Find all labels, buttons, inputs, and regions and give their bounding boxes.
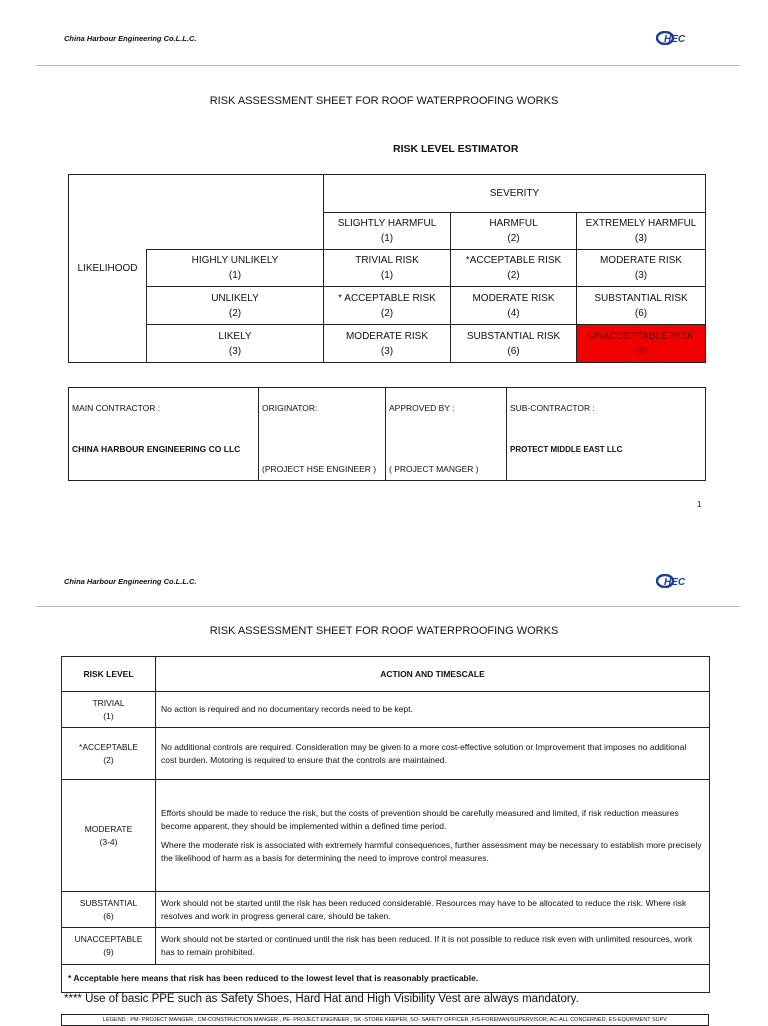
likelihood-row: LIKELY (3): [147, 325, 324, 363]
originator-role: (PROJECT HSE ENGINEER ): [262, 464, 377, 474]
parties-table: [68, 387, 706, 481]
severity-col: HARMFUL (2): [451, 213, 577, 250]
likelihood-row: UNLIKELY (2): [147, 287, 324, 325]
level-action: Work should not be started until the risk has been reduced considerable. Resources may have to be allocated to reduce the risk. Where risk resolves and work in progress general care, should be taken.: [156, 892, 710, 928]
originator-cell: [259, 388, 386, 481]
originator-label: ORIGINATOR:: [262, 403, 318, 413]
level-cell: MODERATE (3-4): [62, 780, 156, 892]
risk-cell: SUBSTANTIAL RISK (6): [451, 325, 577, 363]
approved-role: ( PROJECT MANGER ): [389, 464, 479, 474]
level-cell: *ACCEPTABLE (2): [62, 728, 156, 780]
risk-matrix: [68, 174, 706, 363]
logo-text: HEC: [664, 34, 686, 45]
approved-cell: [386, 388, 507, 481]
severity-header: SEVERITY: [324, 175, 706, 213]
level-cell: TRIVIAL (1): [62, 692, 156, 728]
moderate-text-1: Efforts should be made to reduce the risk, but the costs of prevention should be carefully measured and limited, if risk reduction measures become apparent, they should be implemented within a defined time period.: [161, 807, 679, 831]
page-number: 1: [697, 500, 702, 509]
page-title: RISK ASSESSMENT SHEET FOR ROOF WATERPROOFING WORKS: [209, 625, 559, 637]
risk-cell: *ACCEPTABLE RISK (2): [451, 250, 577, 287]
sub-contractor-value: PROTECT MIDDLE EAST LLC: [510, 445, 623, 454]
hec-logo-icon: [656, 574, 690, 588]
likelihood-label: LIKELIHOOD: [69, 250, 147, 287]
severity-col: SLIGHTLY HARMFUL (1): [324, 213, 451, 250]
risk-cell: * ACCEPTABLE RISK (2): [324, 287, 451, 325]
main-contractor-value: CHINA HARBOUR ENGINEERING CO LLC: [72, 444, 241, 454]
matrix-corner: [69, 175, 324, 250]
level-action: Work should not be started or continued until the risk has been reduced. If it is not possible to reduce risk even with unlimited resources, work has to remain prohibited.: [156, 928, 710, 965]
action-table: [61, 656, 710, 993]
risk-level-header: RISK LEVEL: [62, 657, 156, 692]
risk-cell: TRIVIAL RISK (1): [324, 250, 451, 287]
risk-cell: MODERATE RISK (3): [324, 325, 451, 363]
logo-text: HEC: [664, 577, 686, 588]
level-cell: SUBSTANTIAL (6): [62, 892, 156, 928]
legend: LEGEND : PM- PROJECT MANGER , CM-CONSTRUCTION MANGER , PE- PROJECT ENGINEER , SK -STORE KEEPER, SO- SAFETY OFFICER ,F/S-FOREMAN/SUPERVISOR, AC-ALL CONCERNED, ES-EQUIPMENT SUPV: [61, 1014, 709, 1026]
likelihood-spacer: [69, 287, 147, 325]
approved-label: APPROVED BY :: [389, 403, 455, 413]
header-rule: [36, 65, 740, 66]
acceptable-footnote: * Acceptable here means that risk has been reduced to the lowest level that is reasonably practicable.: [62, 965, 710, 993]
risk-cell-unacceptable: UNACCEPTABLE RISK (9): [577, 325, 706, 363]
estimator-title: RISK LEVEL ESTIMATOR: [393, 143, 519, 155]
hec-logo-icon: [656, 31, 690, 45]
action-header: ACTION AND TIMESCALE: [156, 657, 710, 692]
sub-contractor-cell: [507, 388, 706, 481]
sub-contractor-label: SUB-CONTRACTOR :: [510, 403, 595, 413]
level-action: No additional controls are required. Consideration may be given to a more cost-effective solution or Improvement that imposes no additional cost burden. Motoring is required to ensure that the controls are maintained.: [156, 728, 710, 780]
page-title: RISK ASSESSMENT SHEET FOR ROOF WATERPROOFING WORKS: [209, 95, 559, 107]
risk-cell: MODERATE RISK (3): [577, 250, 706, 287]
level-action: [156, 780, 710, 892]
risk-cell: SUBSTANTIAL RISK (6): [577, 287, 706, 325]
header-rule: [36, 606, 740, 607]
company-name: China Harbour Engineering Co.L.L.C.: [64, 34, 197, 43]
company-name: China Harbour Engineering Co.L.L.C.: [64, 577, 197, 586]
risk-cell: MODERATE RISK (4): [451, 287, 577, 325]
level-action: No action is required and no documentary records need to be kept.: [156, 692, 710, 728]
likelihood-spacer: [69, 325, 147, 363]
level-cell: UNACCEPTABLE (9): [62, 928, 156, 965]
moderate-text-2: Where the moderate risk is associated with extremely harmful consequences, further assessment may be necessary to establish more precisely the likelihood of harm as a basis for determining the need to improve control measures.: [161, 839, 702, 863]
likelihood-row: HIGHLY UNLIKELY (1): [147, 250, 324, 287]
ppe-note: **** Use of basic PPE such as Safety Shoes, Hard Hat and High Visibility Vest are always mandatory.: [64, 993, 579, 1005]
severity-col: EXTREMELY HARMFUL (3): [577, 213, 706, 250]
main-contractor-label: MAIN CONTRACTOR :: [72, 403, 161, 413]
main-contractor-cell: [69, 388, 259, 481]
